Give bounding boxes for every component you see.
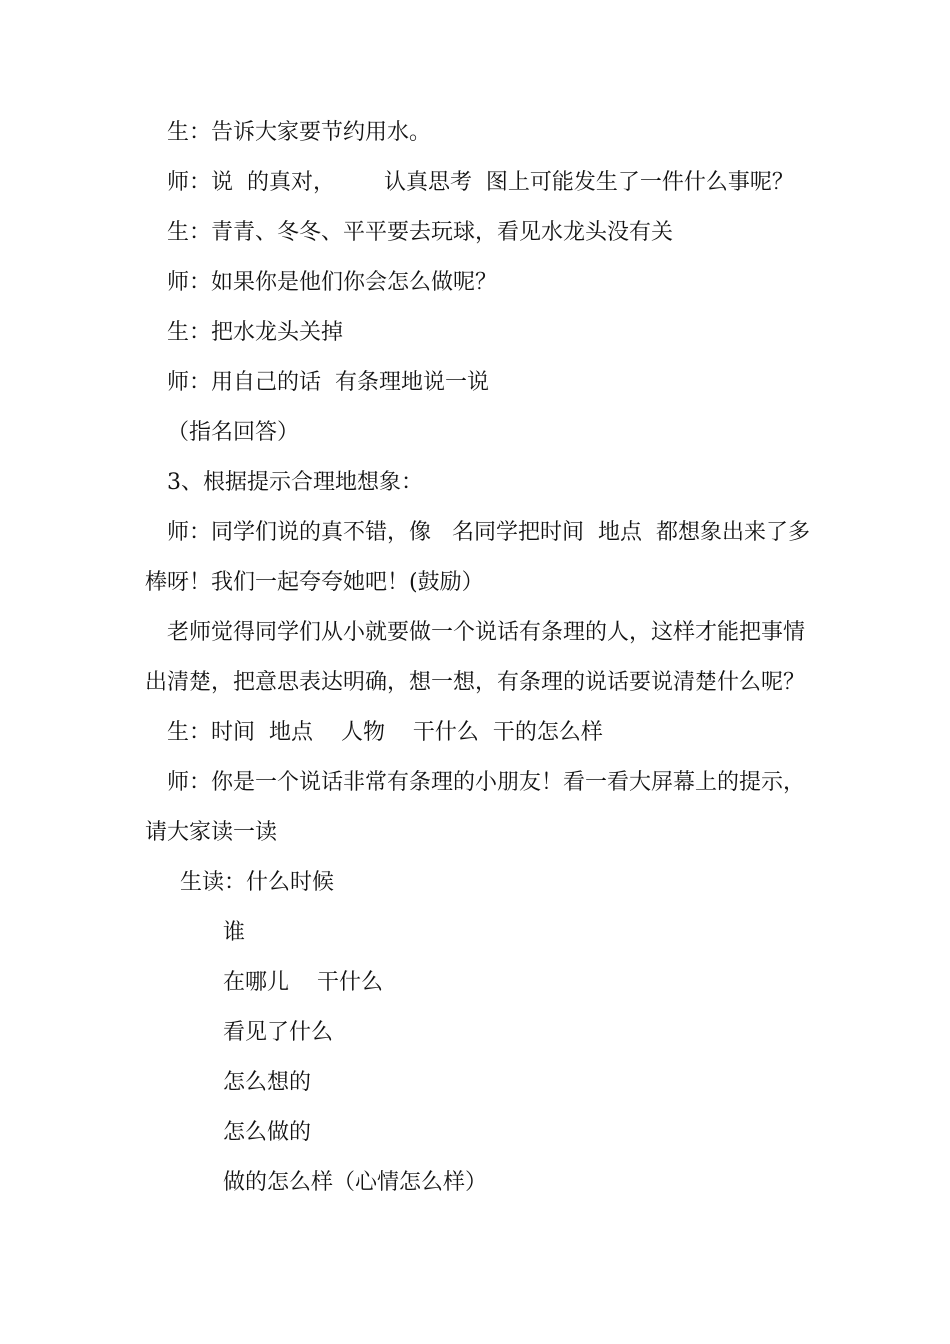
text-line: 生读：什么时候 <box>180 870 335 895</box>
text-line: 棒呀！我们一起夸夸她吧！(鼓励） <box>145 570 484 595</box>
text-line: 怎么做的 <box>223 1120 312 1145</box>
text-line: 做的怎么样（心情怎么样） <box>223 1170 488 1195</box>
text-line: 看见了什么 <box>223 1020 334 1045</box>
text-line: 生：时间 地点 人物 干什么 干的怎么样 <box>167 720 603 745</box>
text-line: 师：说 的真对， 认真思考 图上可能发生了一件什么事呢？ <box>167 170 794 195</box>
text-line: 在哪儿 干什么 <box>223 970 383 995</box>
text-line: 3、根据提示合理地想象： <box>167 470 423 495</box>
text-line: 师：同学们说的真不错，像 名同学把时间 地点 都想象出来了多 <box>167 520 810 545</box>
text-line: 师：如果你是他们你会怎么做呢？ <box>167 270 498 295</box>
text-line: 老师觉得同学们从小就要做一个说话有条理的人，这样才能把事情 <box>167 620 806 645</box>
text-line: 请大家读一读 <box>145 820 278 845</box>
text-line: 师：用自己的话 有条理地说一说 <box>167 370 489 395</box>
text-line: 谁 <box>223 920 246 945</box>
text-line: 出清楚，把意思表达明确，想一想，有条理的说话要说清楚什么呢？ <box>145 670 806 695</box>
text-line: 师：你是一个说话非常有条理的小朋友！看一看大屏幕上的提示， <box>167 770 806 795</box>
text-line: 生：把水龙头关掉 <box>167 320 344 345</box>
text-line: 生：告诉大家要节约用水。 <box>167 120 432 145</box>
text-line: 怎么想的 <box>223 1070 312 1095</box>
text-line: 生：青青、冬冬、平平要去玩球，看见水龙头没有关 <box>167 220 674 245</box>
text-line: （指名回答） <box>167 420 300 445</box>
